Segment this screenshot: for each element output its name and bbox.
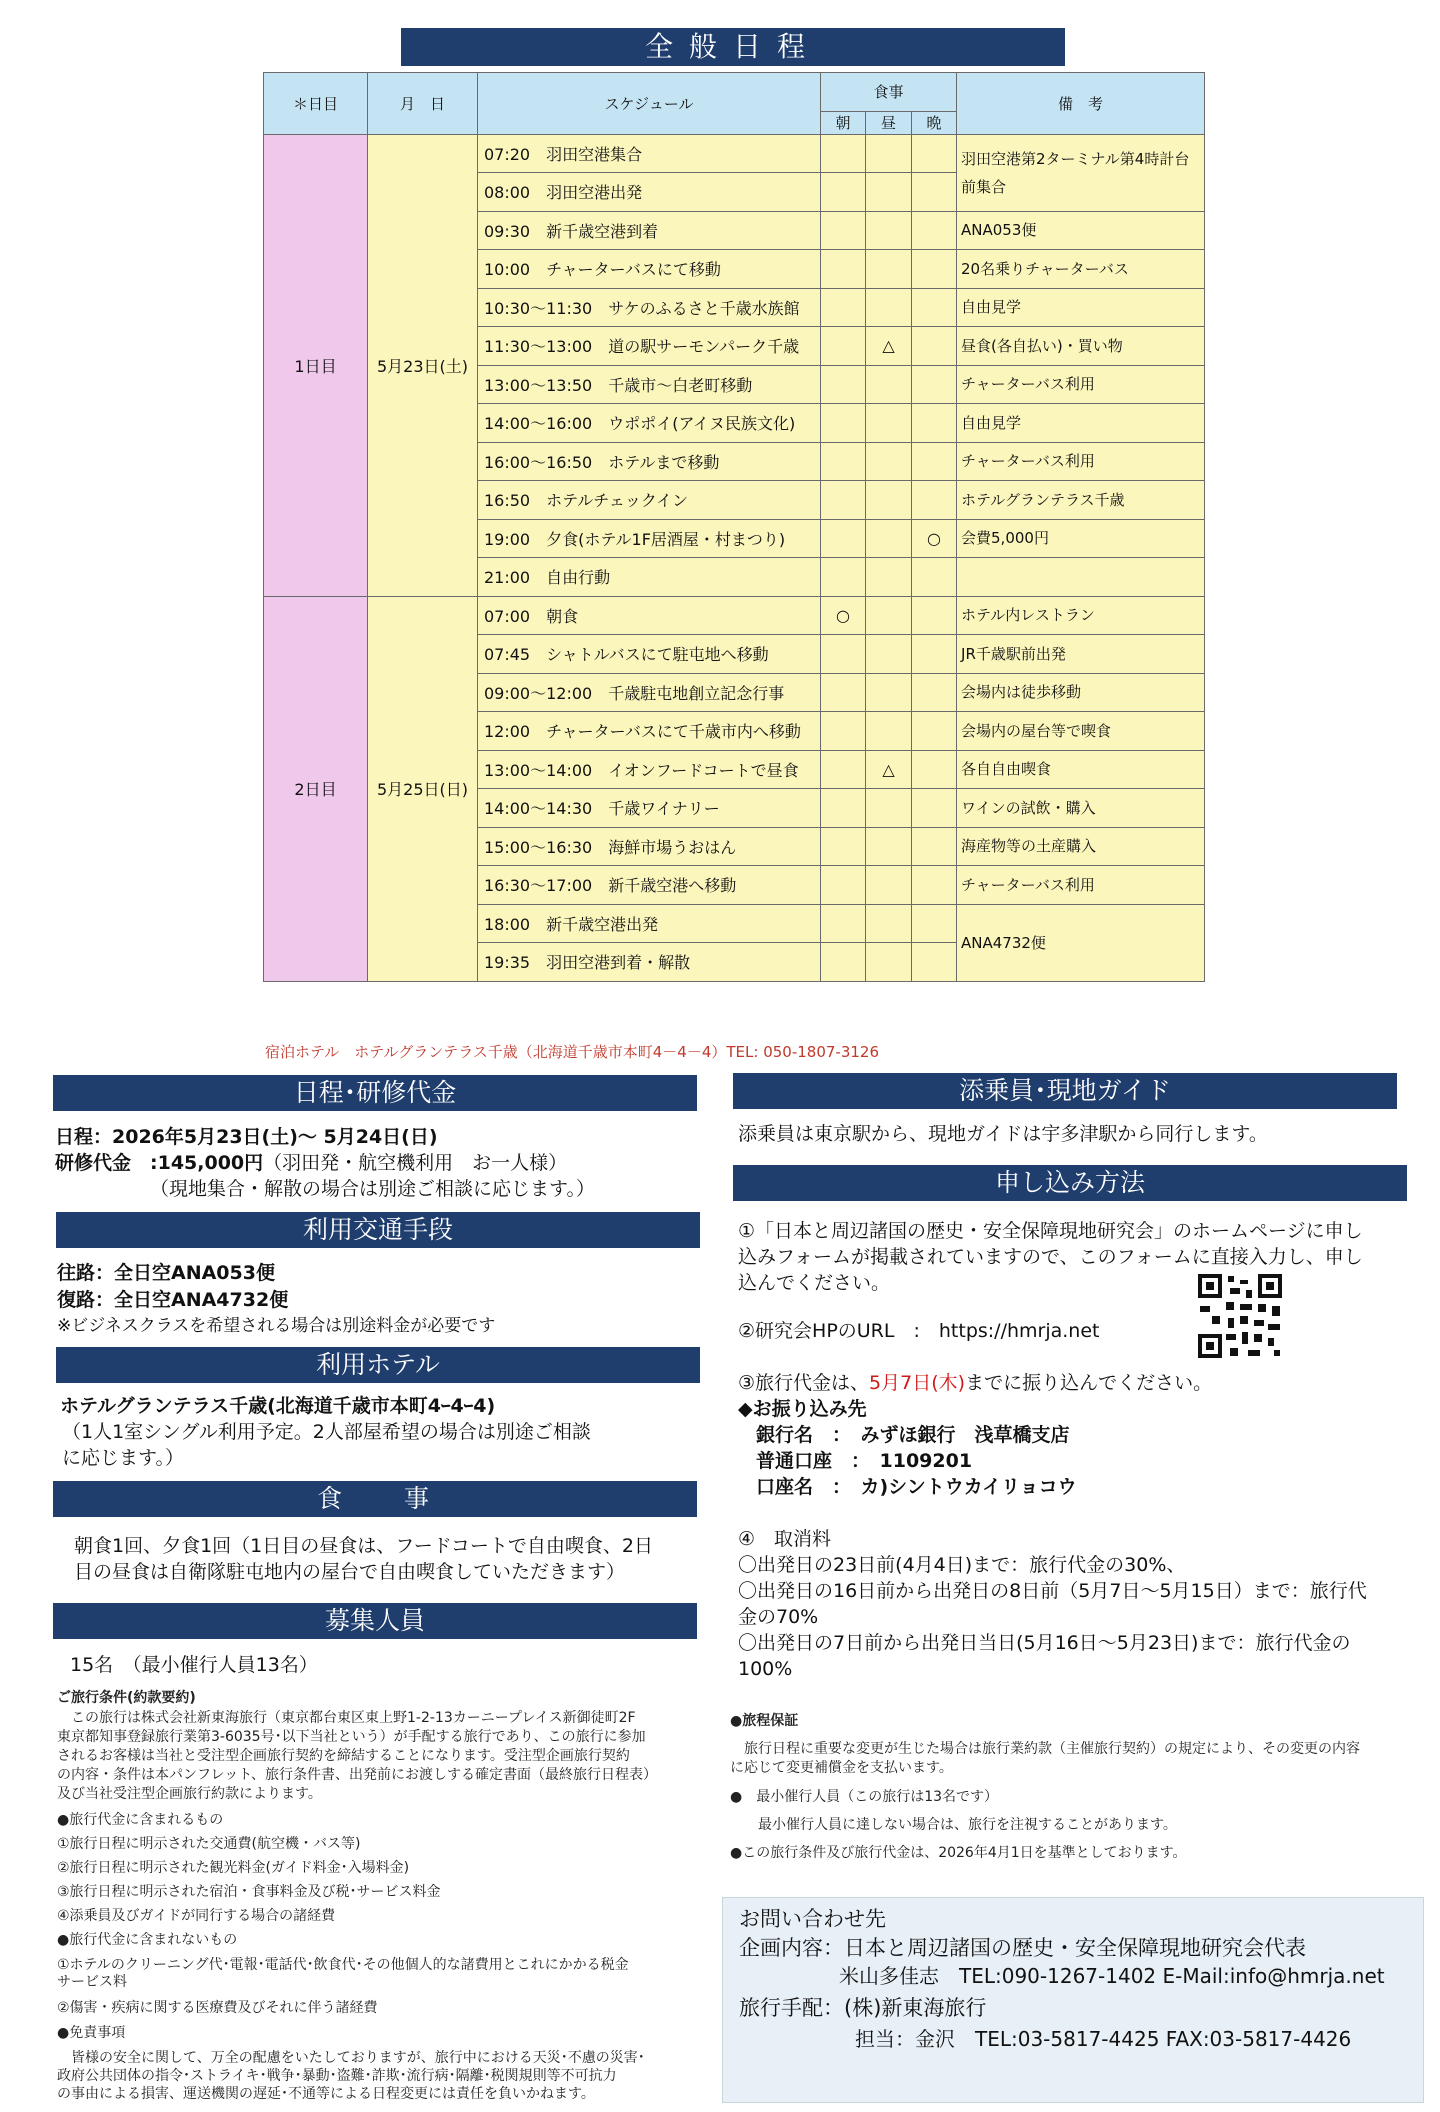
contact-line-4: 担当：金沢 TEL:03-5817-4425 FAX:03-5817-4426 (855, 2027, 1352, 2051)
schedule-item: 09:30 新千歳空港到着 (478, 211, 821, 250)
day2-label: 2日目 (264, 596, 368, 981)
hotel-note-2: に応じます。） (62, 1447, 184, 1469)
note-cell: チャーターバス利用 (957, 365, 1205, 404)
note-cell: チャーターバス利用 (957, 866, 1205, 905)
bank-heading: ◆お振り込み先 (738, 1398, 867, 1420)
schedule-item: 16:00～16:50 ホテルまで移動 (478, 442, 821, 481)
apply-heading: 申し込み方法 (733, 1165, 1407, 1201)
conditions-item: サービス料 (57, 1974, 127, 1990)
schedule-item: 10:30～11:30 サケのふるさと千歳水族館 (478, 288, 821, 327)
recruit-text: 15名 （最小催行人員13名） (70, 1654, 318, 1676)
conditions-basis: ●この旅行条件及び旅行代金は、2026年4月1日を基準としております。 (730, 1845, 1187, 1861)
schedule-item: 13:00～14:00 イオンフードコートで昼食 (478, 750, 821, 789)
conditions-text: この旅行は株式会社新東海旅行（東京都台東区東上野1-2-13カーニープレイス新御徒町2F (57, 1710, 636, 1726)
apply-line-3: 込んでください。 (738, 1272, 891, 1294)
note-cell: 20名乗りチャーターバス (957, 250, 1205, 289)
pay-text: ③旅行代金は、 (738, 1372, 870, 1394)
apply-line-1: ①「日本と周辺諸国の歴史・安全保障現地研究会」のホームページに申し (738, 1220, 1363, 1242)
guarantee-heading: ●旅程保証 (730, 1713, 799, 1729)
schedule-item: 16:50 ホテルチェックイン (478, 481, 821, 520)
note-cell: ANA4732便 (957, 904, 1205, 981)
guarantee-text: 旅行日程に重要な変更が生じた場合は旅行業約款（主催旅行契約）の規定により、その変更の内容 (730, 1741, 1360, 1757)
note-cell: ワインの試飲・購入 (957, 789, 1205, 828)
meal-lunch-mark: △ (866, 750, 912, 789)
note-cell: ホテルグランテラス千歳 (957, 481, 1205, 520)
guide-heading: 添乗員･現地ガイド (733, 1073, 1397, 1109)
conditions-text: 皆様の安全に関して、万全の配慮をいたしておりますが、旅行中における天災･不慮の災害･ (57, 2050, 645, 2066)
cancel-heading: ④ 取消料 (738, 1528, 832, 1550)
pay-deadline: 5月7日(木) (869, 1372, 966, 1394)
cancel-line-1: 〇出発日の23日前(4月4日)まで：旅行代金の30%、 (738, 1554, 1186, 1576)
cancel-line-2: 〇出発日の16日前から出発日の8日前（5月7日～5月15日）まで：旅行代 (738, 1580, 1367, 1602)
conditions-item: ②旅行日程に明示された観光料金(ガイド料金･入場料金) (57, 1860, 410, 1876)
bank-account: 普通口座 ： 1109201 (756, 1450, 973, 1472)
contact-heading: お問い合わせ先 (739, 1907, 886, 1931)
schedule-item: 16:30～17:00 新千歳空港へ移動 (478, 866, 821, 905)
fee-heading: 日程･研修代金 (53, 1075, 697, 1111)
note-cell: 昼食(各自払い)・買い物 (957, 327, 1205, 366)
note-cell: 会費5,000円 (957, 519, 1205, 558)
apply-url[interactable]: ②研究会HPのURL : https://hmrja.net (738, 1320, 1100, 1342)
return-flight: 復路：全日空ANA4732便 (57, 1289, 289, 1311)
page-title: 全般日程 (401, 28, 1065, 66)
meal-dinner-mark: ○ (912, 519, 957, 558)
note-cell: 自由見学 (957, 288, 1205, 327)
conditions-subheading: ●旅行代金に含まれないもの (57, 1932, 238, 1948)
header-lunch: 昼 (866, 111, 912, 134)
bank-name: 銀行名 ： みずほ銀行 浅草橋支店 (756, 1424, 1070, 1446)
conditions-item: ②傷害・疾病に関する医療費及びそれに伴う諸経費 (57, 2000, 378, 2016)
note-cell: 海産物等の土産購入 (957, 827, 1205, 866)
note-cell: 自由見学 (957, 404, 1205, 443)
header-dinner: 晩 (912, 111, 957, 134)
guarantee-text: に応じて変更補償金を支払います。 (730, 1760, 953, 1776)
day1-date: 5月23日(土) (368, 134, 478, 596)
conditions-text: の内容・条件は本パンフレット、旅行条件書、出発前にお渡しする確定書面（最終旅行日程表） (57, 1767, 658, 1783)
contact-line-1: 企画内容：日本と周辺諸国の歴史・安全保障現地研究会代表 (739, 1936, 1306, 1960)
note-cell: ホテル内レストラン (957, 596, 1205, 635)
fee-price: 研修代金 :145,000円 (55, 1152, 264, 1174)
schedule-item: 21:00 自由行動 (478, 558, 821, 597)
conditions-subheading: ●免責事項 (57, 2025, 126, 2041)
apply-line-2: 込みフォームが掲載されていますので、このフォームに直接入力し、申し (738, 1246, 1363, 1268)
contact-line-3: 旅行手配：(株)新東海旅行 (739, 1996, 987, 2020)
conditions-item: ③旅行日程に明示された宿泊・食事料金及び税･サービス料金 (57, 1884, 441, 1900)
schedule-item: 07:45 シャトルバスにて駐屯地へ移動 (478, 635, 821, 674)
hotel-note-1: （1人1室シングル利用予定。2人部屋希望の場合は別途ご相談 (62, 1421, 591, 1443)
conditions-text: 政府公共団体の指令･ストライキ･戦争･暴動･盗難･詐欺･流行病･隔離･税関規則等不可抗力 (57, 2068, 617, 2084)
day2-date: 5月25日(日) (368, 596, 478, 981)
day1-label: 1日目 (264, 134, 368, 596)
schedule-item: 14:00～16:00 ウポポイ(アイヌ民族文化) (478, 404, 821, 443)
transport-note: ※ビジネスクラスを希望される場合は別途料金が必要です (57, 1316, 496, 1336)
outbound-flight: 往路：全日空ANA053便 (57, 1262, 275, 1284)
recruit-heading: 募集人員 (53, 1603, 697, 1639)
schedule-item: 19:00 夕食(ホテル1F居酒屋・村まつり) (478, 519, 821, 558)
meals-heading: 食 事 (53, 1481, 697, 1517)
contact-box (722, 1897, 1424, 2103)
fee-note: （現地集合・解散の場合は別途ご相談に応じます。） (150, 1178, 595, 1200)
schedule-item: 10:00 チャーターバスにて移動 (478, 250, 821, 289)
conditions-item: ④添乗員及びガイドが同行する場合の諸経費 (57, 1908, 336, 1924)
header-meals: 食事 (821, 73, 957, 112)
note-cell: 会場内は徒歩移動 (957, 673, 1205, 712)
contact-line-2: 米山多佳志 TEL:090-1267-1402 E-Mail:info@hmrja.net (839, 1964, 1385, 1988)
header-day: ＊日目 (264, 73, 368, 135)
schedule-item: 19:35 羽田空港到着・解散 (478, 943, 821, 982)
meal-breakfast-mark: ○ (821, 596, 866, 635)
meals-line-2: 目の昼食は自衛隊駐屯地内の屋台で自由喫食していただきます） (74, 1561, 626, 1583)
conditions-subheading: ●旅行代金に含まれるもの (57, 1812, 224, 1828)
conditions-item: ①旅行日程に明示された交通費(航空機・バス等) (57, 1836, 361, 1852)
note-cell: JR千歳駅前出発 (957, 635, 1205, 674)
note-cell: 羽田空港第2ターミナル第4時計台前集合 (957, 134, 1205, 211)
hotel-heading: 利用ホテル (56, 1347, 700, 1383)
note-cell: 会場内の屋台等で喫食 (957, 712, 1205, 751)
note-cell: チャーターバス利用 (957, 442, 1205, 481)
guide-text: 添乗員は東京駅から、現地ガイドは宇多津駅から同行します。 (738, 1123, 1268, 1145)
schedule-item: 12:00 チャーターバスにて千歳市内へ移動 (478, 712, 821, 751)
schedule-item: 13:00～13:50 千歳市～白老町移動 (478, 365, 821, 404)
transport-heading: 利用交通手段 (56, 1212, 700, 1248)
conditions-text: 及び当社受注型企画旅行約款によります。 (57, 1786, 322, 1802)
schedule-item: 18:00 新千歳空港出発 (478, 904, 821, 943)
schedule-item: 08:00 羽田空港出発 (478, 173, 821, 212)
conditions-text: 東京都知事登録旅行業第3-6035号･以下当社という）が手配する旅行であり、この旅行に参加 (57, 1729, 646, 1745)
schedule-item: 15:00～16:30 海鮮市場うおはん (478, 827, 821, 866)
cancel-line-3: 〇出発日の7日前から出発日当日(5月16日～5月23日)まで：旅行代金の (738, 1632, 1351, 1654)
schedule-table (263, 72, 1205, 982)
schedule-item: 07:20 羽田空港集合 (478, 134, 821, 173)
hotel-name: ホテルグランテラス千歳(北海道千歳市本町4ｰ4ｰ4) (60, 1395, 496, 1417)
table-row (264, 134, 1205, 173)
header-date: 月 日 (368, 73, 478, 135)
note-cell: ANA053便 (957, 211, 1205, 250)
schedule-item: 07:00 朝食 (478, 596, 821, 635)
fee-price-note: （羽田発・航空機利用 お一人様） (263, 1152, 568, 1174)
table-row (264, 596, 1205, 635)
conditions-item: ①ホテルのクリーニング代･電報･電話代･飲食代･その他個人的な諸費用とこれにかかる税金 (57, 1957, 629, 1973)
meal-lunch-mark: △ (866, 327, 912, 366)
pay-text-end: までに振り込んでください。 (965, 1372, 1213, 1394)
trip-dates: 日程：2026年5月23日(土)～ 5月24日(日) (55, 1126, 438, 1148)
meals-line-1: 朝食1回、夕食1回（1日目の昼食は、フードコートで自由喫食、2日 (74, 1535, 654, 1557)
min-participants-heading: ● 最小催行人員（この旅行は13名です） (730, 1789, 999, 1805)
cancel-line-2b: 金の70% (738, 1606, 819, 1628)
schedule-item: 14:00～14:30 千歳ワイナリー (478, 789, 821, 828)
conditions-heading: ご旅行条件(約款要約) (57, 1690, 196, 1706)
note-cell: 各自自由喫食 (957, 750, 1205, 789)
bank-account-name: 口座名 ： カ)シントウカイリョコウ (756, 1476, 1077, 1498)
conditions-text: されるお客様は当社と受注型企画旅行契約を締結することになります。受注型企画旅行契約 (57, 1748, 630, 1764)
min-participants-text: 最小催行人員に達しない場合は、旅行を注視することがあります。 (730, 1817, 1177, 1833)
schedule-item: 11:30～13:00 道の駅サーモンパーク千歳 (478, 327, 821, 366)
header-breakfast: 朝 (821, 111, 866, 134)
qr-code-icon (1196, 1272, 1284, 1360)
schedule-item: 09:00～12:00 千歳駐屯地創立記念行事 (478, 673, 821, 712)
cancel-line-3b: 100% (738, 1658, 793, 1680)
conditions-text: の事由による損害、運送機関の遅延･不通等による日程変更には責任を負いかねます。 (57, 2086, 595, 2102)
header-schedule: スケジュール (478, 73, 821, 135)
header-notes: 備 考 (957, 73, 1205, 135)
hotel-info-line: 宿泊ホテル ホテルグランテラス千歳（北海道千歳市本町4－4－4）TEL: 050-1807-3126 (265, 1043, 880, 1061)
